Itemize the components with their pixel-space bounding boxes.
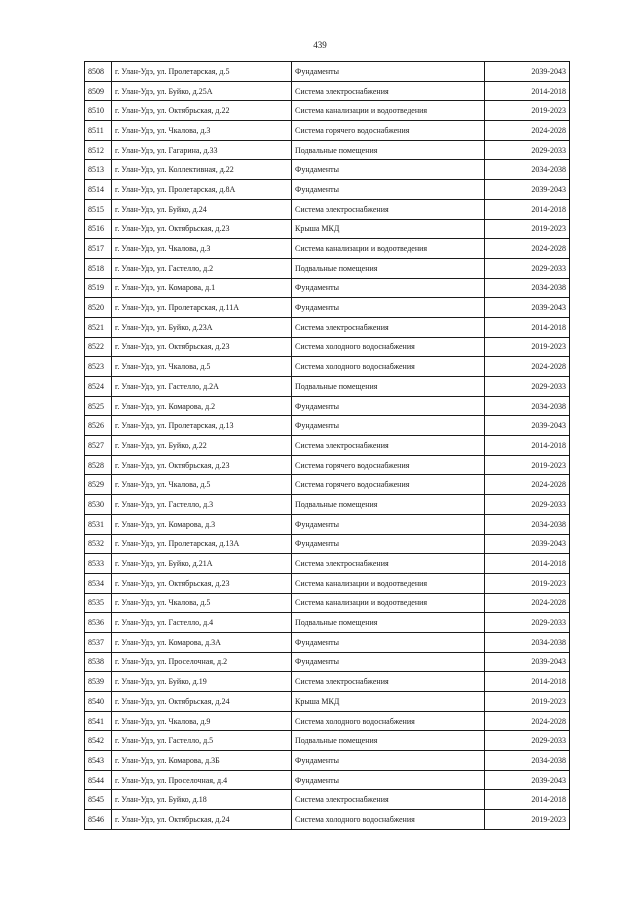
system-cell: Фундаменты <box>292 534 485 554</box>
address-cell: г. Улан-Удэ, ул. Октябрьская, д.24 <box>112 810 292 830</box>
address-cell: г. Улан-Удэ, ул. Пролетарская, д.11А <box>112 298 292 318</box>
period-cell: 2034-2038 <box>485 278 570 298</box>
row-number-cell: 8545 <box>85 790 112 810</box>
period-cell: 2014-2018 <box>485 81 570 101</box>
row-number-cell: 8523 <box>85 357 112 377</box>
system-cell: Фундаменты <box>292 160 485 180</box>
address-cell: г. Улан-Удэ, ул. Гастелло, д.5 <box>112 731 292 751</box>
table-row <box>85 475 570 495</box>
row-number-cell: 8524 <box>85 377 112 397</box>
address-cell: г. Улан-Удэ, ул. Гастелло, д.2А <box>112 377 292 397</box>
row-number-cell: 8544 <box>85 770 112 790</box>
period-cell: 2039-2043 <box>485 416 570 436</box>
system-cell: Система электроснабжения <box>292 317 485 337</box>
system-cell: Фундаменты <box>292 652 485 672</box>
address-cell: г. Улан-Удэ, ул. Чкалова, д.9 <box>112 711 292 731</box>
row-number-cell: 8514 <box>85 180 112 200</box>
period-cell: 2029-2033 <box>485 613 570 633</box>
system-cell: Подвальные помещения <box>292 613 485 633</box>
table-row <box>85 652 570 672</box>
address-cell: г. Улан-Удэ, ул. Пролетарская, д.13А <box>112 534 292 554</box>
period-cell: 2024-2028 <box>485 475 570 495</box>
table-row <box>85 180 570 200</box>
table-row <box>85 416 570 436</box>
period-cell: 2024-2028 <box>485 239 570 259</box>
table-row <box>85 731 570 751</box>
period-cell: 2034-2038 <box>485 160 570 180</box>
row-number-cell: 8532 <box>85 534 112 554</box>
system-cell: Фундаменты <box>292 514 485 534</box>
table-row <box>85 751 570 771</box>
row-number-cell: 8525 <box>85 396 112 416</box>
address-cell: г. Улан-Удэ, ул. Октябрьская, д.23 <box>112 455 292 475</box>
table-row <box>85 239 570 259</box>
table-row <box>85 62 570 82</box>
address-cell: г. Улан-Удэ, ул. Буйко, д.21А <box>112 554 292 574</box>
address-cell: г. Улан-Удэ, ул. Пролетарская, д.8А <box>112 180 292 200</box>
system-cell: Система холодного водоснабжения <box>292 810 485 830</box>
period-cell: 2019-2023 <box>485 810 570 830</box>
address-cell: г. Улан-Удэ, ул. Чкалова, д.3 <box>112 121 292 141</box>
table-row <box>85 534 570 554</box>
row-number-cell: 8541 <box>85 711 112 731</box>
row-number-cell: 8536 <box>85 613 112 633</box>
system-cell: Подвальные помещения <box>292 377 485 397</box>
system-cell: Система канализации и водоотведения <box>292 593 485 613</box>
period-cell: 2029-2033 <box>485 377 570 397</box>
period-cell: 2029-2033 <box>485 731 570 751</box>
system-cell: Подвальные помещения <box>292 495 485 515</box>
address-cell: г. Улан-Удэ, ул. Буйко, д.24 <box>112 199 292 219</box>
period-cell: 2039-2043 <box>485 652 570 672</box>
system-cell: Фундаменты <box>292 416 485 436</box>
table-row <box>85 101 570 121</box>
system-cell: Система горячего водоснабжения <box>292 455 485 475</box>
period-cell: 2014-2018 <box>485 436 570 456</box>
period-cell: 2019-2023 <box>485 692 570 712</box>
table-row <box>85 219 570 239</box>
table-row <box>85 632 570 652</box>
row-number-cell: 8535 <box>85 593 112 613</box>
table-row <box>85 121 570 141</box>
address-cell: г. Улан-Удэ, ул. Октябрьская, д.23 <box>112 573 292 593</box>
period-cell: 2014-2018 <box>485 554 570 574</box>
system-cell: Система электроснабжения <box>292 554 485 574</box>
address-cell: г. Улан-Удэ, ул. Гастелло, д.3 <box>112 495 292 515</box>
page-number: 439 <box>313 40 327 50</box>
system-cell: Крыша МКД <box>292 219 485 239</box>
row-number-cell: 8515 <box>85 199 112 219</box>
system-cell: Крыша МКД <box>292 692 485 712</box>
row-number-cell: 8511 <box>85 121 112 141</box>
period-cell: 2034-2038 <box>485 632 570 652</box>
row-number-cell: 8527 <box>85 436 112 456</box>
row-number-cell: 8516 <box>85 219 112 239</box>
table-row <box>85 298 570 318</box>
address-cell: г. Улан-Удэ, ул. Гастелло, д.4 <box>112 613 292 633</box>
address-cell: г. Улан-Удэ, ул. Октябрьская, д.24 <box>112 692 292 712</box>
table-row <box>85 613 570 633</box>
system-cell: Фундаменты <box>292 751 485 771</box>
period-cell: 2039-2043 <box>485 770 570 790</box>
row-number-cell: 8540 <box>85 692 112 712</box>
address-cell: г. Улан-Удэ, ул. Комарова, д.2 <box>112 396 292 416</box>
row-number-cell: 8509 <box>85 81 112 101</box>
system-cell: Подвальные помещения <box>292 731 485 751</box>
address-cell: г. Улан-Удэ, ул. Октябрьская, д.22 <box>112 101 292 121</box>
period-cell: 2024-2028 <box>485 357 570 377</box>
period-cell: 2024-2028 <box>485 121 570 141</box>
row-number-cell: 8534 <box>85 573 112 593</box>
table-row <box>85 258 570 278</box>
row-number-cell: 8517 <box>85 239 112 259</box>
period-cell: 2019-2023 <box>485 573 570 593</box>
table-row <box>85 495 570 515</box>
table-row <box>85 514 570 534</box>
period-cell: 2019-2023 <box>485 219 570 239</box>
system-cell: Система электроснабжения <box>292 436 485 456</box>
table-row <box>85 396 570 416</box>
row-number-cell: 8518 <box>85 258 112 278</box>
system-cell: Система холодного водоснабжения <box>292 337 485 357</box>
period-cell: 2029-2033 <box>485 140 570 160</box>
address-cell: г. Улан-Удэ, ул. Комарова, д.1 <box>112 278 292 298</box>
period-cell: 2014-2018 <box>485 672 570 692</box>
row-number-cell: 8521 <box>85 317 112 337</box>
address-cell: г. Улан-Удэ, ул. Чкалова, д.3 <box>112 239 292 259</box>
address-cell: г. Улан-Удэ, ул. Октябрьская, д.23 <box>112 219 292 239</box>
period-cell: 2029-2033 <box>485 258 570 278</box>
address-cell: г. Улан-Удэ, ул. Комарова, д.3А <box>112 632 292 652</box>
table-row <box>85 455 570 475</box>
row-number-cell: 8510 <box>85 101 112 121</box>
system-cell: Фундаменты <box>292 396 485 416</box>
address-cell: г. Улан-Удэ, ул. Буйко, д.19 <box>112 672 292 692</box>
row-number-cell: 8512 <box>85 140 112 160</box>
period-cell: 2029-2033 <box>485 495 570 515</box>
row-number-cell: 8537 <box>85 632 112 652</box>
address-cell: г. Улан-Удэ, ул. Чкалова, д.5 <box>112 475 292 495</box>
system-cell: Фундаменты <box>292 278 485 298</box>
table-row <box>85 810 570 830</box>
table-row <box>85 573 570 593</box>
table-row <box>85 377 570 397</box>
row-number-cell: 8508 <box>85 62 112 82</box>
address-cell: г. Улан-Удэ, ул. Проселочная, д.2 <box>112 652 292 672</box>
row-number-cell: 8526 <box>85 416 112 436</box>
repair-schedule-table <box>84 61 570 830</box>
table-row <box>85 770 570 790</box>
period-cell: 2039-2043 <box>485 62 570 82</box>
system-cell: Система канализации и водоотведения <box>292 101 485 121</box>
period-cell: 2019-2023 <box>485 337 570 357</box>
address-cell: г. Улан-Удэ, ул. Чкалова, д.5 <box>112 593 292 613</box>
system-cell: Фундаменты <box>292 632 485 652</box>
system-cell: Фундаменты <box>292 62 485 82</box>
table-row <box>85 160 570 180</box>
table-row <box>85 81 570 101</box>
period-cell: 2019-2023 <box>485 101 570 121</box>
system-cell: Система горячего водоснабжения <box>292 475 485 495</box>
address-cell: г. Улан-Удэ, ул. Буйко, д.25А <box>112 81 292 101</box>
period-cell: 2014-2018 <box>485 199 570 219</box>
system-cell: Подвальные помещения <box>292 258 485 278</box>
address-cell: г. Улан-Удэ, ул. Гагарина, д.33 <box>112 140 292 160</box>
period-cell: 2034-2038 <box>485 751 570 771</box>
address-cell: г. Улан-Удэ, ул. Гастелло, д.2 <box>112 258 292 278</box>
system-cell: Система электроснабжения <box>292 790 485 810</box>
table-row <box>85 436 570 456</box>
system-cell: Фундаменты <box>292 770 485 790</box>
period-cell: 2024-2028 <box>485 593 570 613</box>
system-cell: Система канализации и водоотведения <box>292 239 485 259</box>
row-number-cell: 8519 <box>85 278 112 298</box>
period-cell: 2014-2018 <box>485 790 570 810</box>
system-cell: Фундаменты <box>292 180 485 200</box>
row-number-cell: 8522 <box>85 337 112 357</box>
row-number-cell: 8530 <box>85 495 112 515</box>
table-row <box>85 593 570 613</box>
row-number-cell: 8528 <box>85 455 112 475</box>
system-cell: Система канализации и водоотведения <box>292 573 485 593</box>
period-cell: 2024-2028 <box>485 711 570 731</box>
address-cell: г. Улан-Удэ, ул. Комарова, д.3Б <box>112 751 292 771</box>
address-cell: г. Улан-Удэ, ул. Буйко, д.18 <box>112 790 292 810</box>
table-row <box>85 317 570 337</box>
row-number-cell: 8529 <box>85 475 112 495</box>
row-number-cell: 8543 <box>85 751 112 771</box>
system-cell: Система электроснабжения <box>292 672 485 692</box>
period-cell: 2039-2043 <box>485 180 570 200</box>
period-cell: 2034-2038 <box>485 514 570 534</box>
row-number-cell: 8531 <box>85 514 112 534</box>
address-cell: г. Улан-Удэ, ул. Чкалова, д.5 <box>112 357 292 377</box>
system-cell: Система горячего водоснабжения <box>292 121 485 141</box>
table-row <box>85 672 570 692</box>
row-number-cell: 8539 <box>85 672 112 692</box>
table-row <box>85 790 570 810</box>
period-cell: 2034-2038 <box>485 396 570 416</box>
system-cell: Фундаменты <box>292 298 485 318</box>
table-row <box>85 199 570 219</box>
table-row <box>85 357 570 377</box>
table-row <box>85 278 570 298</box>
address-cell: г. Улан-Удэ, ул. Проселочная, д.4 <box>112 770 292 790</box>
row-number-cell: 8533 <box>85 554 112 574</box>
table-row <box>85 554 570 574</box>
row-number-cell: 8538 <box>85 652 112 672</box>
address-cell: г. Улан-Удэ, ул. Октябрьская, д.23 <box>112 337 292 357</box>
period-cell: 2019-2023 <box>485 455 570 475</box>
table-row <box>85 337 570 357</box>
system-cell: Подвальные помещения <box>292 140 485 160</box>
period-cell: 2014-2018 <box>485 317 570 337</box>
table-row <box>85 140 570 160</box>
address-cell: г. Улан-Удэ, ул. Буйко, д.22 <box>112 436 292 456</box>
table-row <box>85 711 570 731</box>
address-cell: г. Улан-Удэ, ул. Комарова, д.3 <box>112 514 292 534</box>
period-cell: 2039-2043 <box>485 298 570 318</box>
period-cell: 2039-2043 <box>485 534 570 554</box>
table-body <box>85 62 570 830</box>
row-number-cell: 8520 <box>85 298 112 318</box>
address-cell: г. Улан-Удэ, ул. Пролетарская, д.5 <box>112 62 292 82</box>
system-cell: Система холодного водоснабжения <box>292 357 485 377</box>
system-cell: Система электроснабжения <box>292 199 485 219</box>
row-number-cell: 8542 <box>85 731 112 751</box>
row-number-cell: 8513 <box>85 160 112 180</box>
address-cell: г. Улан-Удэ, ул. Коллективная, д.22 <box>112 160 292 180</box>
address-cell: г. Улан-Удэ, ул. Пролетарская, д.13 <box>112 416 292 436</box>
system-cell: Система электроснабжения <box>292 81 485 101</box>
row-number-cell: 8546 <box>85 810 112 830</box>
address-cell: г. Улан-Удэ, ул. Буйко, д.23А <box>112 317 292 337</box>
table-row <box>85 692 570 712</box>
system-cell: Система холодного водоснабжения <box>292 711 485 731</box>
